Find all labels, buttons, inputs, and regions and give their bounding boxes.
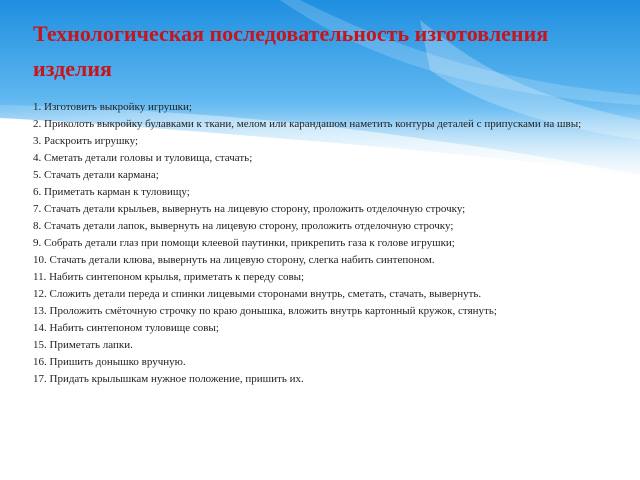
list-item: 1. Изготовить выкройку игрушки; [33,101,192,113]
list-item: 10. Стачать детали клюва, вывернуть на лицевую сторону, слегка набить синтепоном. [33,254,435,266]
list-item: 6. Приметать карман к туловищу; [33,186,190,198]
list-item: 17. Придать крылышкам нужное положение, пришить их. [33,373,304,385]
slide-title: Технологическая последовательность изготовления изделия [33,21,549,81]
list-item: 15. Приметать лапки. [33,339,133,351]
list-item: 5. Стачать детали кармана; [33,169,159,181]
list-item: 7. Стачать детали крыльев, вывернуть на лицевую сторону, проложить отделочную строчку; [33,203,466,215]
list-item: 16. Пришить донышко вручную. [33,356,186,368]
list-item: 4. Сметать детали головы и туловища, стачать; [33,152,253,164]
list-item: 12. Сложить детали переда и спинки лицевыми сторонами внутрь, сметать, стачать, вывернуть. [33,288,482,300]
steps-list [33,99,618,388]
list-item: 8. Стачать детали лапок, вывернуть на лицевую сторону, проложить отделочную строчку; [33,220,454,232]
list-item: 9. Собрать детали глаз при помощи клеевой паутинки, прикрепить газа к голове игрушки; [33,237,455,249]
list-item: 14. Набить синтепоном туловище совы; [33,322,219,334]
list-item: 11. Набить синтепоном крылья, приметать к переду совы; [33,271,305,283]
list-item: 2. Приколоть выкройку булавками к ткани, мелом или карандашом наметить контуры деталей с припусками на швы; [33,118,582,130]
list-item: 3. Раскроить игрушку; [33,135,139,147]
list-item: 13. Проложить смёточную строчку по краю донышка, вложить внутрь картонный кружок, стянуть; [33,305,497,317]
